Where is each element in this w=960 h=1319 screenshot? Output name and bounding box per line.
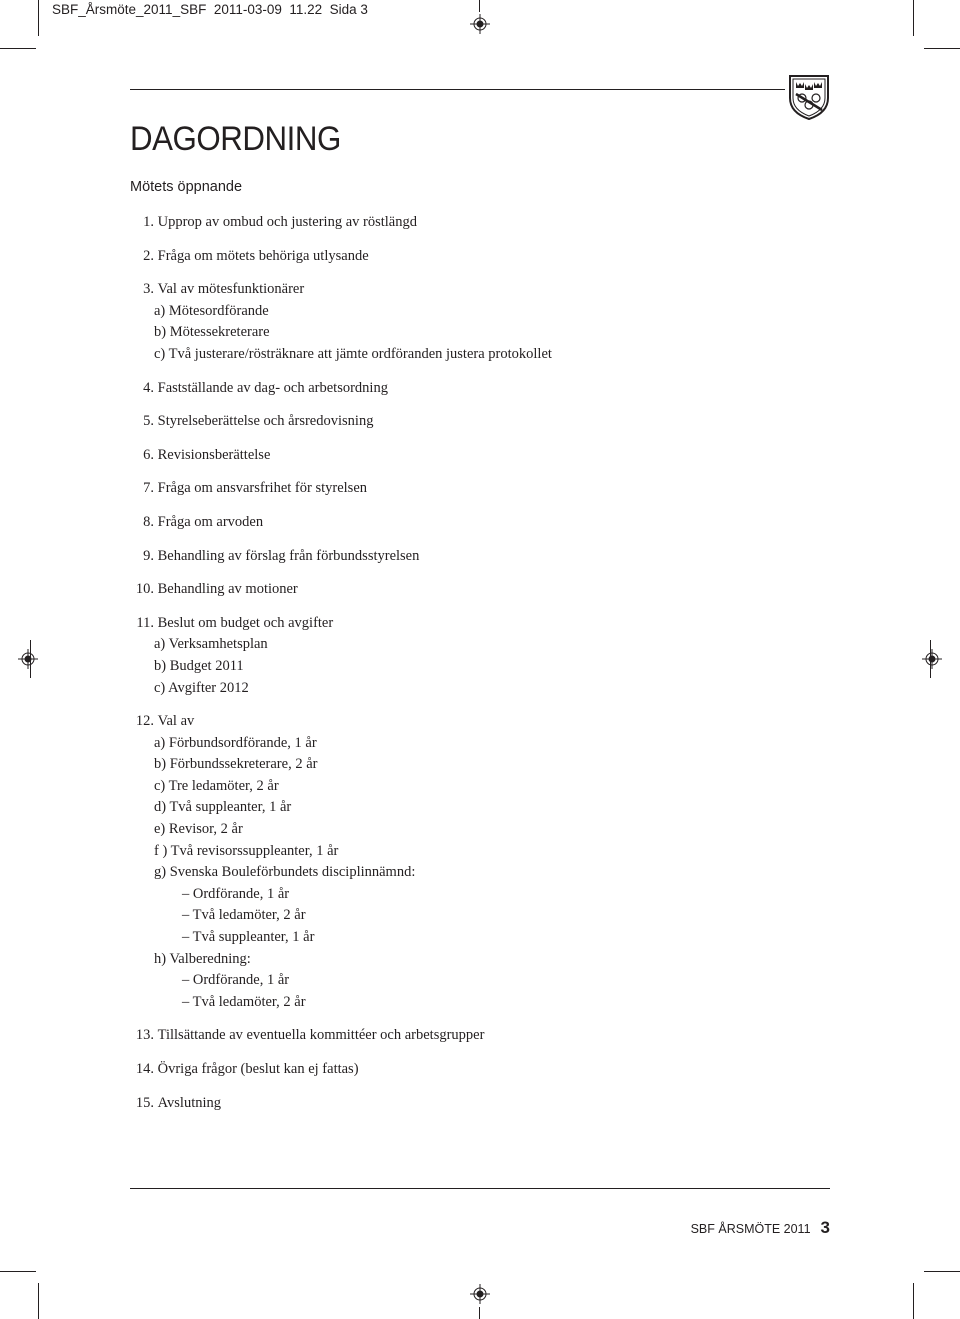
- agenda-item-number: 2.: [143, 247, 154, 264]
- agenda-subsubitem: – Två suppleanter, 1 år: [182, 929, 315, 946]
- agenda-item: [130, 1093, 790, 1115]
- agenda-item: [130, 246, 790, 268]
- agenda-item-number: 12.: [135, 713, 154, 730]
- agenda-item: [130, 613, 790, 699]
- agenda-item-number: 11.: [136, 614, 154, 631]
- agenda-item-text: Beslut om budget och avgifter: [157, 614, 334, 631]
- agenda-item-number: 7.: [143, 480, 154, 497]
- agenda-item-text: Upprop av ombud och justering av röstlängd: [157, 214, 417, 230]
- agenda-item-line: [130, 246, 790, 268]
- agenda-item-text: Övriga frågor (beslut kan ej fattas): [157, 1061, 359, 1077]
- registration-mark-icon: [18, 649, 38, 669]
- agenda-item: [130, 1025, 790, 1047]
- agenda-item-number: 14.: [135, 1061, 154, 1077]
- agenda-item-text: Avslutning: [157, 1094, 221, 1111]
- agenda-item-line: [130, 445, 790, 467]
- footer: [691, 1218, 830, 1238]
- subtitle: Mötets öppnande: [130, 179, 243, 195]
- agenda-item-number: 6.: [143, 446, 154, 463]
- crop-mark: [38, 0, 39, 36]
- page-number: 3: [820, 1218, 830, 1237]
- agenda-item-line: [130, 1059, 790, 1081]
- agenda-item-text: Val av mötesfunktionärer: [157, 281, 305, 298]
- agenda-list: [130, 212, 790, 1126]
- agenda-item-line: [130, 711, 790, 733]
- agenda-subitem: f ) Två revisorssuppleanter, 1 år: [154, 842, 339, 859]
- agenda-subitem: d) Två suppleanter, 1 år: [154, 799, 292, 816]
- agenda-subitem: g) Svenska Bouleförbundets disciplinnämnd:: [154, 864, 416, 881]
- agenda-item-line: [130, 546, 790, 568]
- registration-mark-icon: [470, 14, 490, 34]
- agenda-item-number: 4.: [143, 379, 154, 396]
- agenda-item-number: 1.: [143, 214, 154, 230]
- agenda-item-text: Fråga om mötets behöriga utlysande: [157, 247, 369, 264]
- agenda-subitem: a) Mötesordförande: [154, 302, 269, 319]
- agenda-item: [130, 411, 790, 433]
- page-title: DAGORDNING: [130, 120, 341, 158]
- crop-mark: [913, 0, 914, 36]
- agenda-item-text: Revisionsberättelse: [157, 446, 271, 463]
- registration-mark-icon: [470, 1284, 490, 1304]
- agenda-item-line: [130, 279, 790, 301]
- agenda-item-number: 5.: [143, 413, 154, 430]
- agenda-subitem: b) Mötessekreterare: [154, 324, 270, 341]
- agenda-item: [130, 212, 790, 234]
- agenda-subsubitem: – Ordförande, 1 år: [182, 885, 290, 902]
- agenda-item-text: Behandling av förslag från förbundsstyrelsen: [157, 547, 420, 564]
- agenda-subitem: a) Verksamhetsplan: [154, 636, 268, 653]
- crop-mark: [0, 1271, 36, 1272]
- agenda-item-number: 10.: [135, 581, 154, 598]
- agenda-item-number: 3.: [143, 281, 154, 298]
- crop-mark: [913, 1283, 914, 1319]
- agenda-subitem: a) Förbundsordförande, 1 år: [154, 734, 317, 751]
- agenda-item-text: Fråga om arvoden: [157, 513, 264, 530]
- agenda-item: [130, 1059, 790, 1081]
- crop-mark: [479, 1307, 480, 1319]
- agenda-item-text: Behandling av motioner: [157, 581, 298, 598]
- crop-mark: [924, 48, 960, 49]
- agenda-item: [130, 711, 790, 1013]
- agenda-item-line: [130, 1093, 790, 1115]
- agenda-item-line: [130, 478, 790, 500]
- agenda-item-line: [130, 212, 790, 234]
- crop-mark: [924, 1271, 960, 1272]
- crop-mark: [0, 48, 36, 49]
- print-slug: SBF_Årsmöte_2011_SBF 2011-03-09 11.22 Sida 3: [52, 2, 368, 17]
- agenda-item-text: Tillsättande av eventuella kommittéer och arbetsgrupper: [157, 1027, 485, 1044]
- agenda-item-text: Fråga om ansvarsfrihet för styrelsen: [157, 480, 368, 497]
- agenda-subsubitem: – Två ledamöter, 2 år: [182, 907, 306, 924]
- agenda-subitem: c) Avgifter 2012: [154, 679, 249, 696]
- federation-crest-logo: [788, 74, 830, 120]
- agenda-item-number: 8.: [143, 513, 154, 530]
- agenda-item-line: [130, 378, 790, 400]
- agenda-subsubitem: – Två ledamöter, 2 år: [182, 993, 306, 1010]
- crop-mark: [38, 1283, 39, 1319]
- agenda-item-text: Fastställande av dag- och arbetsordning: [157, 379, 388, 396]
- agenda-item-text: Styrelseberättelse och årsredovisning: [157, 413, 374, 430]
- agenda-item-line: [130, 1025, 790, 1047]
- agenda-subsubitem: – Ordförande, 1 år: [182, 972, 290, 989]
- footer-label: SBF ÅRSMÖTE 2011: [690, 1222, 811, 1236]
- header-rule: [130, 89, 785, 90]
- agenda-subitem: b) Förbundssekreterare, 2 år: [154, 756, 318, 773]
- agenda-item: [130, 546, 790, 568]
- agenda-item-number: 9.: [143, 547, 154, 564]
- registration-mark-icon: [922, 649, 942, 669]
- agenda-item: [130, 378, 790, 400]
- agenda-subitem: c) Tre ledamöter, 2 år: [154, 777, 279, 794]
- agenda-item-line: [130, 512, 790, 534]
- agenda-item: [130, 445, 790, 467]
- agenda-subitem: e) Revisor, 2 år: [154, 821, 243, 838]
- agenda-item: [130, 478, 790, 500]
- agenda-item: [130, 512, 790, 534]
- agenda-item-number: 15.: [135, 1094, 154, 1111]
- agenda-item: [130, 579, 790, 601]
- agenda-item: [130, 279, 790, 365]
- footer-rule: [130, 1188, 830, 1189]
- agenda-item-line: [130, 579, 790, 601]
- agenda-item-line: [130, 411, 790, 433]
- crop-mark: [479, 0, 480, 12]
- agenda-item-text: Val av: [157, 713, 195, 730]
- agenda-subitem: h) Valberedning:: [154, 950, 251, 967]
- agenda-item-line: [130, 613, 790, 635]
- agenda-item-number: 13.: [135, 1027, 154, 1044]
- agenda-subitem: c) Två justerare/rösträknare att jämte ordföranden justera protokollet: [154, 345, 552, 362]
- agenda-subitem: b) Budget 2011: [154, 657, 244, 674]
